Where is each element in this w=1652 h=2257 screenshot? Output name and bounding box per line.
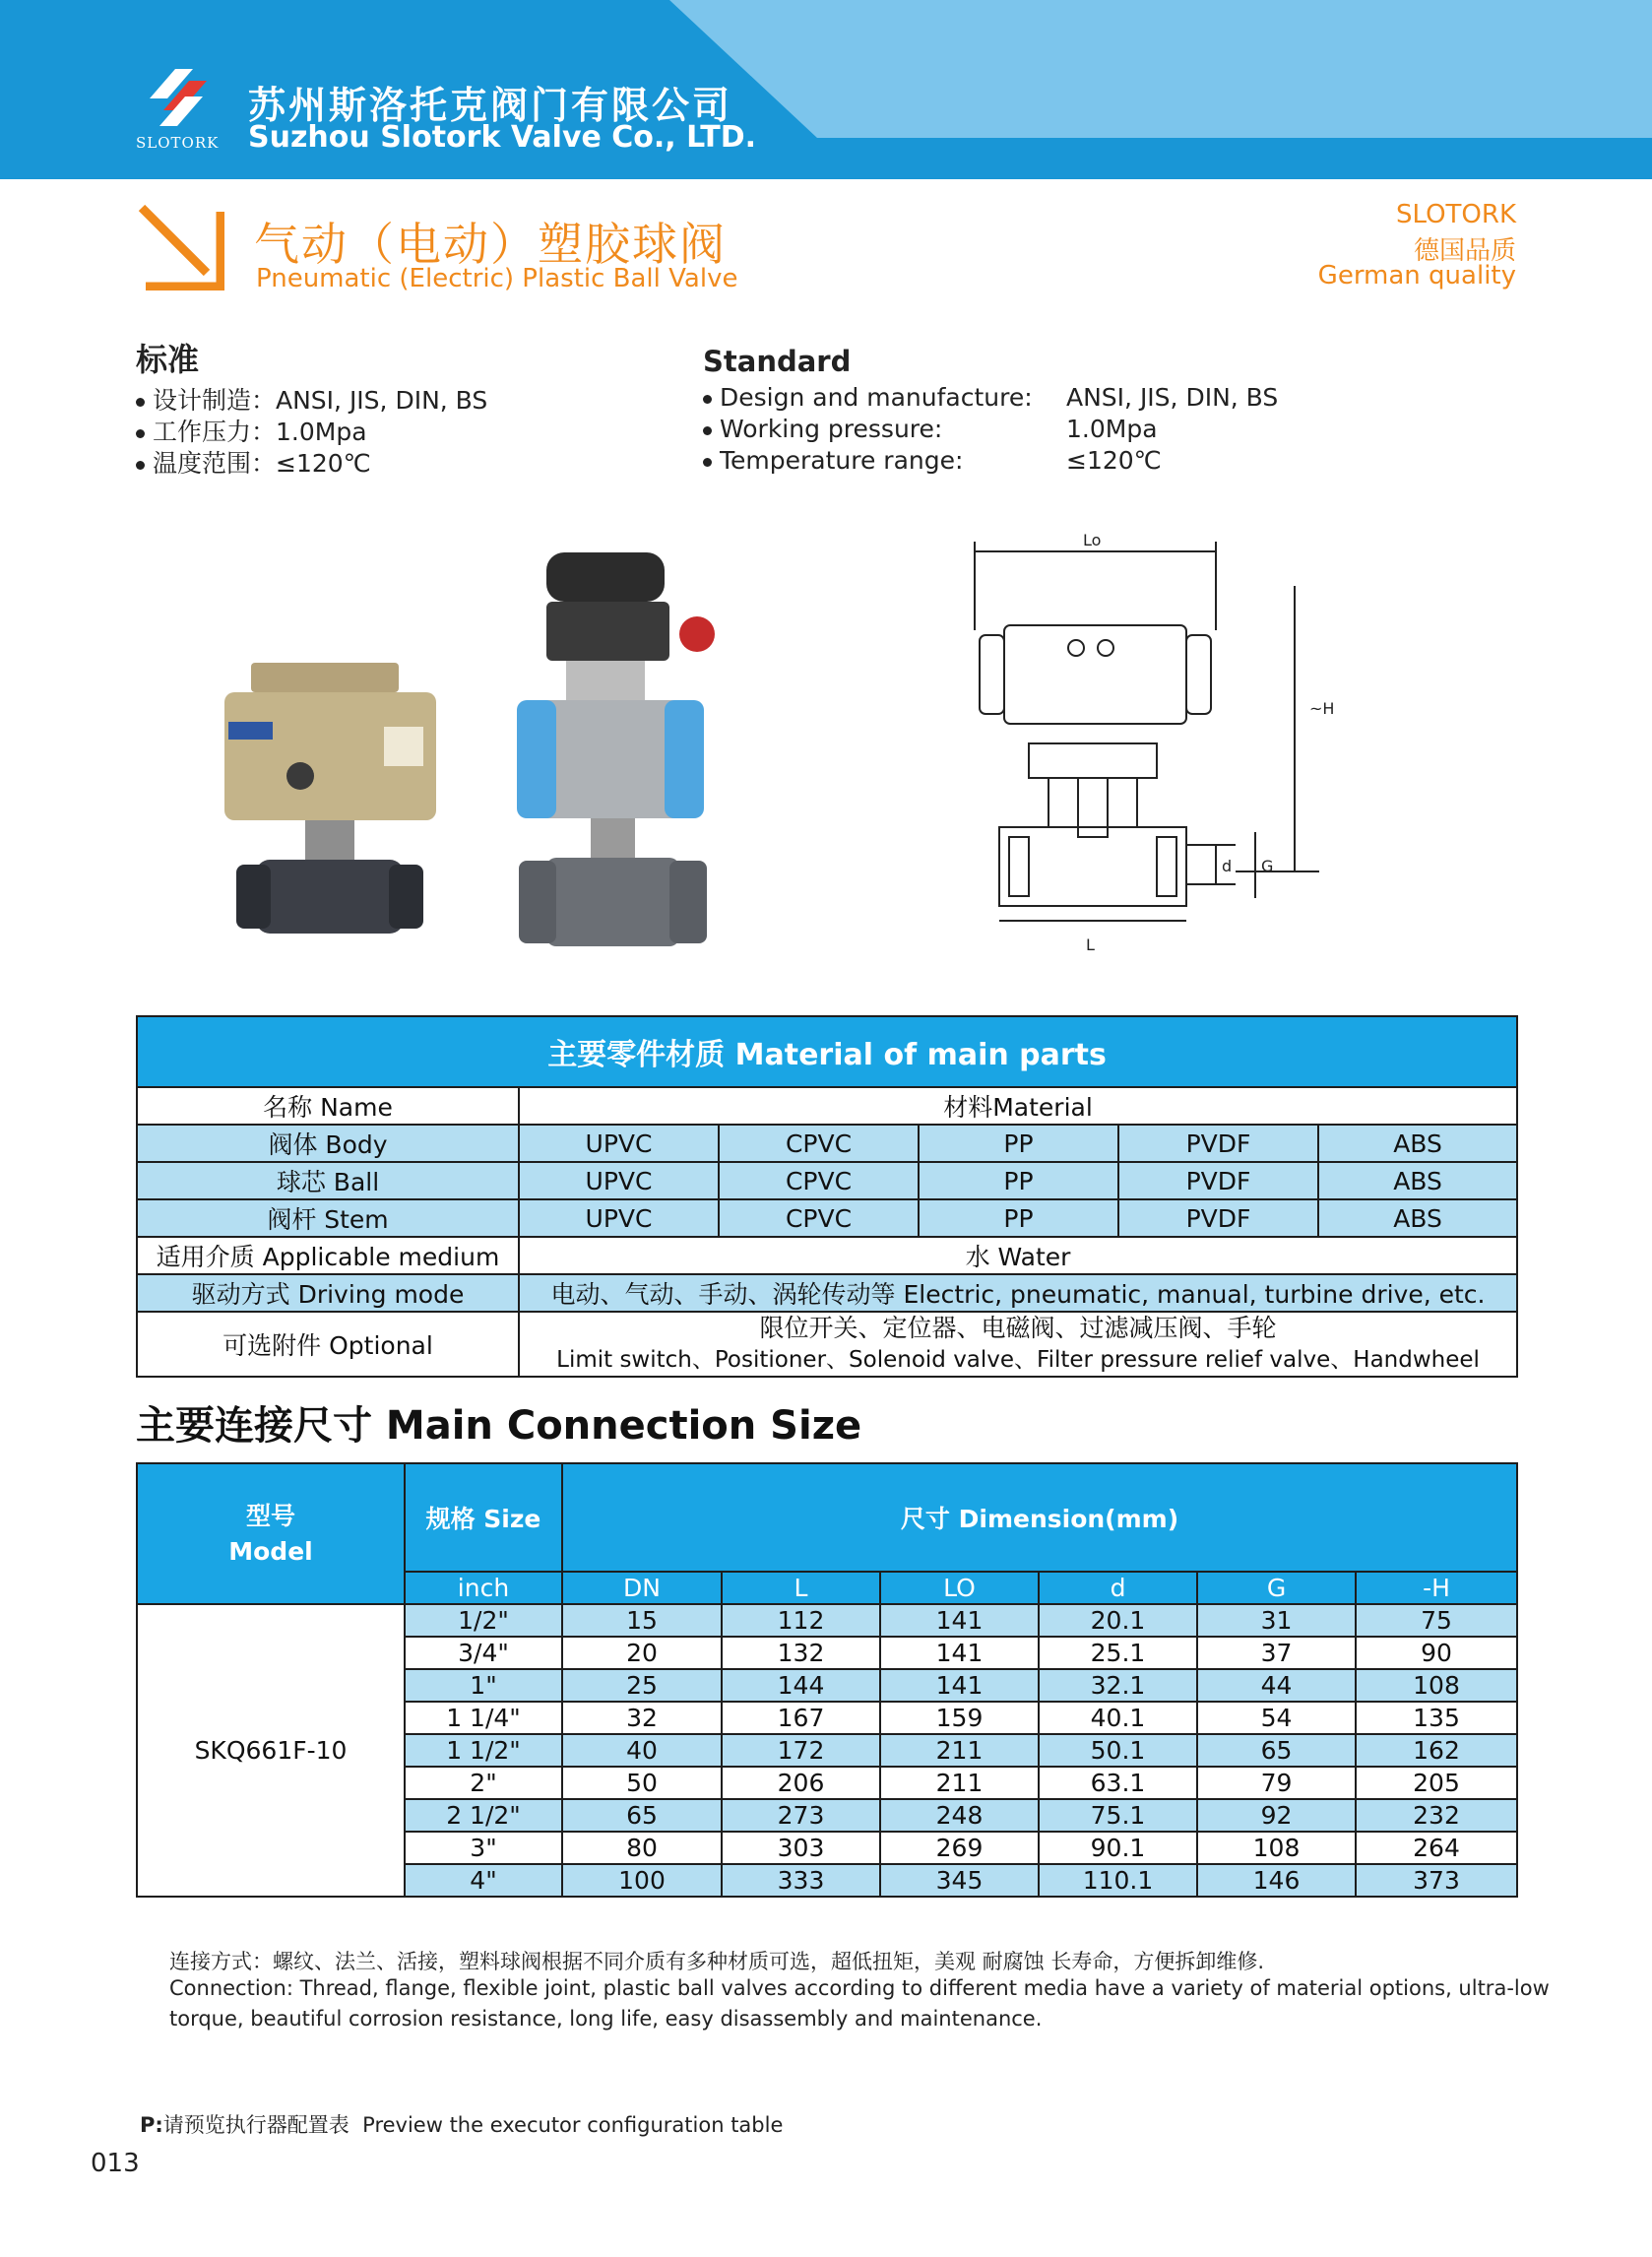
standard-heading-en: Standard — [703, 345, 852, 378]
preview-en: Preview the executor configuration table — [362, 2113, 784, 2137]
dimension-cell: 31 — [1197, 1604, 1356, 1637]
material-cell: ABS — [1318, 1199, 1517, 1237]
preview-note — [140, 2109, 783, 2139]
size-cell: 3" — [405, 1832, 562, 1864]
size-cell: 3/4" — [405, 1637, 562, 1669]
dimension-cell: 65 — [562, 1799, 722, 1832]
materials-title: 主要零件材质 Material of main parts — [137, 1016, 1517, 1087]
valve-dimension-drawing — [970, 532, 1344, 965]
dimension-cell: 159 — [880, 1702, 1039, 1734]
dimension-cell: 264 — [1356, 1832, 1517, 1864]
dimension-cell: 32 — [562, 1702, 722, 1734]
standard-en-value: ANSI, JIS, DIN, BS — [1066, 383, 1279, 412]
table-row — [137, 1087, 1517, 1125]
note-line-en: torque, beautiful corrosion resistance, long life, easy disassembly and maintenance. — [169, 2007, 1043, 2031]
table-row — [137, 1237, 1517, 1274]
dimension-cell: 44 — [1197, 1669, 1356, 1702]
dimension-cell: 110.1 — [1039, 1864, 1197, 1897]
drawing-label-g: G — [1261, 857, 1274, 875]
dimension-cell: 25 — [562, 1669, 722, 1702]
material-header: 材料Material — [519, 1087, 1517, 1125]
column-header: -H — [1356, 1572, 1517, 1604]
bullet-icon — [703, 458, 712, 467]
dimension-cell: 90.1 — [1039, 1832, 1197, 1864]
pneumatic-valve-photo — [507, 548, 724, 961]
size-cell: 2" — [405, 1767, 562, 1799]
dimension-cell: 40 — [562, 1734, 722, 1767]
brand-quality-cn: 德国品质 — [1413, 236, 1516, 266]
material-cell: PP — [919, 1199, 1118, 1237]
dimension-cell: 90 — [1356, 1637, 1517, 1669]
dimension-cell: 54 — [1197, 1702, 1356, 1734]
standard-en-value: ≤120℃ — [1066, 446, 1162, 475]
note-line-en: Connection: Thread, flange, flexible joint, plastic ball valves according to different media have a variety of material options, ultra-low — [169, 1976, 1550, 2000]
column-header: L — [722, 1572, 880, 1604]
standard-cn-row: 工作压力：1.0Mpa — [136, 413, 367, 448]
drawing-label-lo: Lo — [1083, 532, 1102, 549]
material-cell: PVDF — [1118, 1125, 1318, 1162]
connection-size-table — [136, 1462, 1518, 1898]
drawing-label-d: d — [1222, 857, 1233, 875]
part-name: 阀杆 Stem — [137, 1199, 519, 1237]
table-row — [137, 1162, 1517, 1199]
table-row — [137, 1312, 1517, 1377]
medium-value: 水 Water — [519, 1237, 1517, 1274]
brand-name: SLOTORK — [1396, 200, 1516, 229]
part-name: 阀体 Body — [137, 1125, 519, 1162]
size-cell: 1" — [405, 1669, 562, 1702]
material-cell: PP — [919, 1162, 1118, 1199]
preview-prefix: P: — [140, 2113, 163, 2137]
dimension-cell: 65 — [1197, 1734, 1356, 1767]
size-cell: 2 1/2" — [405, 1799, 562, 1832]
dimension-cell: 100 — [562, 1864, 722, 1897]
material-cell: PP — [919, 1125, 1118, 1162]
dimension-cell: 162 — [1356, 1734, 1517, 1767]
company-name-cn: 苏州斯洛托克阀门有限公司 — [248, 84, 733, 127]
dimension-cell: 25.1 — [1039, 1637, 1197, 1669]
dimension-cell: 108 — [1197, 1832, 1356, 1864]
dimension-cell: 273 — [722, 1799, 880, 1832]
driving-value: 电动、气动、手动、涡轮传动等 Electric, pneumatic, manual, turbine drive, etc. — [519, 1274, 1517, 1312]
material-cell: ABS — [1318, 1125, 1517, 1162]
column-header: DN — [562, 1572, 722, 1604]
dimension-cell: 135 — [1356, 1702, 1517, 1734]
dimension-cell: 40.1 — [1039, 1702, 1197, 1734]
dimension-cell: 232 — [1356, 1799, 1517, 1832]
dimension-cell: 92 — [1197, 1799, 1356, 1832]
preview-cn: 请预览执行器配置表 — [162, 2113, 349, 2137]
dimension-header: 尺寸 Dimension(mm) — [562, 1463, 1517, 1572]
bullet-icon — [136, 461, 145, 470]
dimension-cell: 20 — [562, 1637, 722, 1669]
table-row — [137, 1274, 1517, 1312]
material-cell: CPVC — [719, 1162, 919, 1199]
dimension-cell: 303 — [722, 1832, 880, 1864]
bullet-icon — [703, 426, 712, 435]
dimension-cell: 141 — [880, 1637, 1039, 1669]
logo-text: SLOTORK — [136, 134, 220, 152]
optional-value — [519, 1312, 1517, 1377]
drawing-label-h: ~H — [1309, 699, 1335, 718]
dimension-cell: 37 — [1197, 1637, 1356, 1669]
dimension-cell: 345 — [880, 1864, 1039, 1897]
column-header: LO — [880, 1572, 1039, 1604]
standard-en-row: Temperature range: — [703, 446, 963, 475]
dimension-cell: 206 — [722, 1767, 880, 1799]
standard-en-row: Working pressure: — [703, 415, 942, 443]
column-header: G — [1197, 1572, 1356, 1604]
material-cell: CPVC — [719, 1125, 919, 1162]
dimension-cell: 144 — [722, 1669, 880, 1702]
dimension-cell: 211 — [880, 1767, 1039, 1799]
dimension-cell: 108 — [1356, 1669, 1517, 1702]
page-number: 013 — [91, 2149, 140, 2178]
dimension-cell: 20.1 — [1039, 1604, 1197, 1637]
slotork-logo-icon — [146, 69, 209, 128]
standard-cn-row: 温度范围：≤120℃ — [136, 444, 371, 480]
dimension-cell: 248 — [880, 1799, 1039, 1832]
dimension-cell: 146 — [1197, 1864, 1356, 1897]
dimension-cell: 15 — [562, 1604, 722, 1637]
brand-quality-en: German quality — [1317, 261, 1516, 290]
dimension-cell: 205 — [1356, 1767, 1517, 1799]
material-cell: PVDF — [1118, 1199, 1318, 1237]
dimension-cell: 80 — [562, 1832, 722, 1864]
model-cell: SKQ661F-10 — [137, 1604, 405, 1897]
dimension-cell: 79 — [1197, 1767, 1356, 1799]
size-cell: 1/2" — [405, 1604, 562, 1637]
driving-label: 驱动方式 Driving mode — [137, 1274, 519, 1312]
product-title-en: Pneumatic (Electric) Plastic Ball Valve — [256, 264, 738, 293]
bullet-icon — [136, 398, 145, 407]
note-line-cn: 连接方式：螺纹、法兰、活接，塑料球阀根据不同介质有多种材质可选，超低扭矩，美观 耐腐蚀 长寿命，方便拆卸维修. — [169, 1950, 1265, 1973]
standard-cn-row: 设计制造：ANSI, JIS, DIN, BS — [136, 381, 487, 417]
material-cell: UPVC — [519, 1199, 719, 1237]
dimension-cell: 50.1 — [1039, 1734, 1197, 1767]
size-cell: 1 1/2" — [405, 1734, 562, 1767]
column-header: inch — [405, 1572, 562, 1604]
connection-section-title: 主要连接尺寸 Main Connection Size — [136, 1403, 862, 1449]
dimension-cell: 141 — [880, 1669, 1039, 1702]
material-cell: ABS — [1318, 1162, 1517, 1199]
dimension-cell: 75.1 — [1039, 1799, 1197, 1832]
product-title-cn: 气动（电动）塑胶球阀 — [254, 218, 727, 271]
dimension-cell: 132 — [722, 1637, 880, 1669]
dimension-cell: 167 — [722, 1702, 880, 1734]
table-row — [137, 1604, 1517, 1637]
standard-en-value: 1.0Mpa — [1066, 415, 1158, 443]
materials-title-row — [137, 1016, 1517, 1087]
column-header: d — [1039, 1572, 1197, 1604]
dimension-cell: 32.1 — [1039, 1669, 1197, 1702]
model-header: 型号 Model — [137, 1463, 405, 1604]
table-row — [137, 1125, 1517, 1162]
company-name-en: Suzhou Slotork Valve Co., LTD. — [248, 120, 757, 155]
materials-table — [136, 1015, 1518, 1378]
dimension-cell: 50 — [562, 1767, 722, 1799]
size-cell: 4" — [405, 1864, 562, 1897]
header-row — [137, 1463, 1517, 1572]
medium-label: 适用介质 Applicable medium — [137, 1237, 519, 1274]
dimension-cell: 75 — [1356, 1604, 1517, 1637]
dimension-cell: 373 — [1356, 1864, 1517, 1897]
size-header: 规格 Size — [405, 1463, 562, 1572]
electric-valve-photo — [217, 658, 443, 953]
material-cell: UPVC — [519, 1162, 719, 1199]
dimension-cell: 333 — [722, 1864, 880, 1897]
material-cell: PVDF — [1118, 1162, 1318, 1199]
dimension-cell: 269 — [880, 1832, 1039, 1864]
dimension-cell: 172 — [722, 1734, 880, 1767]
standard-en-row: Design and manufacture: — [703, 383, 1033, 412]
dimension-cell: 211 — [880, 1734, 1039, 1767]
bullet-icon — [136, 429, 145, 438]
table-row — [137, 1199, 1517, 1237]
optional-label: 可选附件 Optional — [137, 1312, 519, 1377]
material-cell: CPVC — [719, 1199, 919, 1237]
material-cell: UPVC — [519, 1125, 719, 1162]
size-cell: 1 1/4" — [405, 1702, 562, 1734]
drawing-label-l: L — [1086, 935, 1095, 954]
part-name: 球芯 Ball — [137, 1162, 519, 1199]
name-header: 名称 Name — [137, 1087, 519, 1125]
dimension-cell: 63.1 — [1039, 1767, 1197, 1799]
arrow-down-right-icon — [136, 202, 224, 290]
optional-en: Limit switch、Positioner、Solenoid valve、Filter pressure relief valve、Handwheel — [556, 1347, 1480, 1373]
dimension-cell: 141 — [880, 1604, 1039, 1637]
optional-cn: 限位开关、定位器、电磁阀、过滤减压阀、手轮 — [759, 1314, 1277, 1342]
dimension-cell: 112 — [722, 1604, 880, 1637]
bullet-icon — [703, 395, 712, 404]
standard-heading-cn: 标准 — [136, 341, 200, 378]
